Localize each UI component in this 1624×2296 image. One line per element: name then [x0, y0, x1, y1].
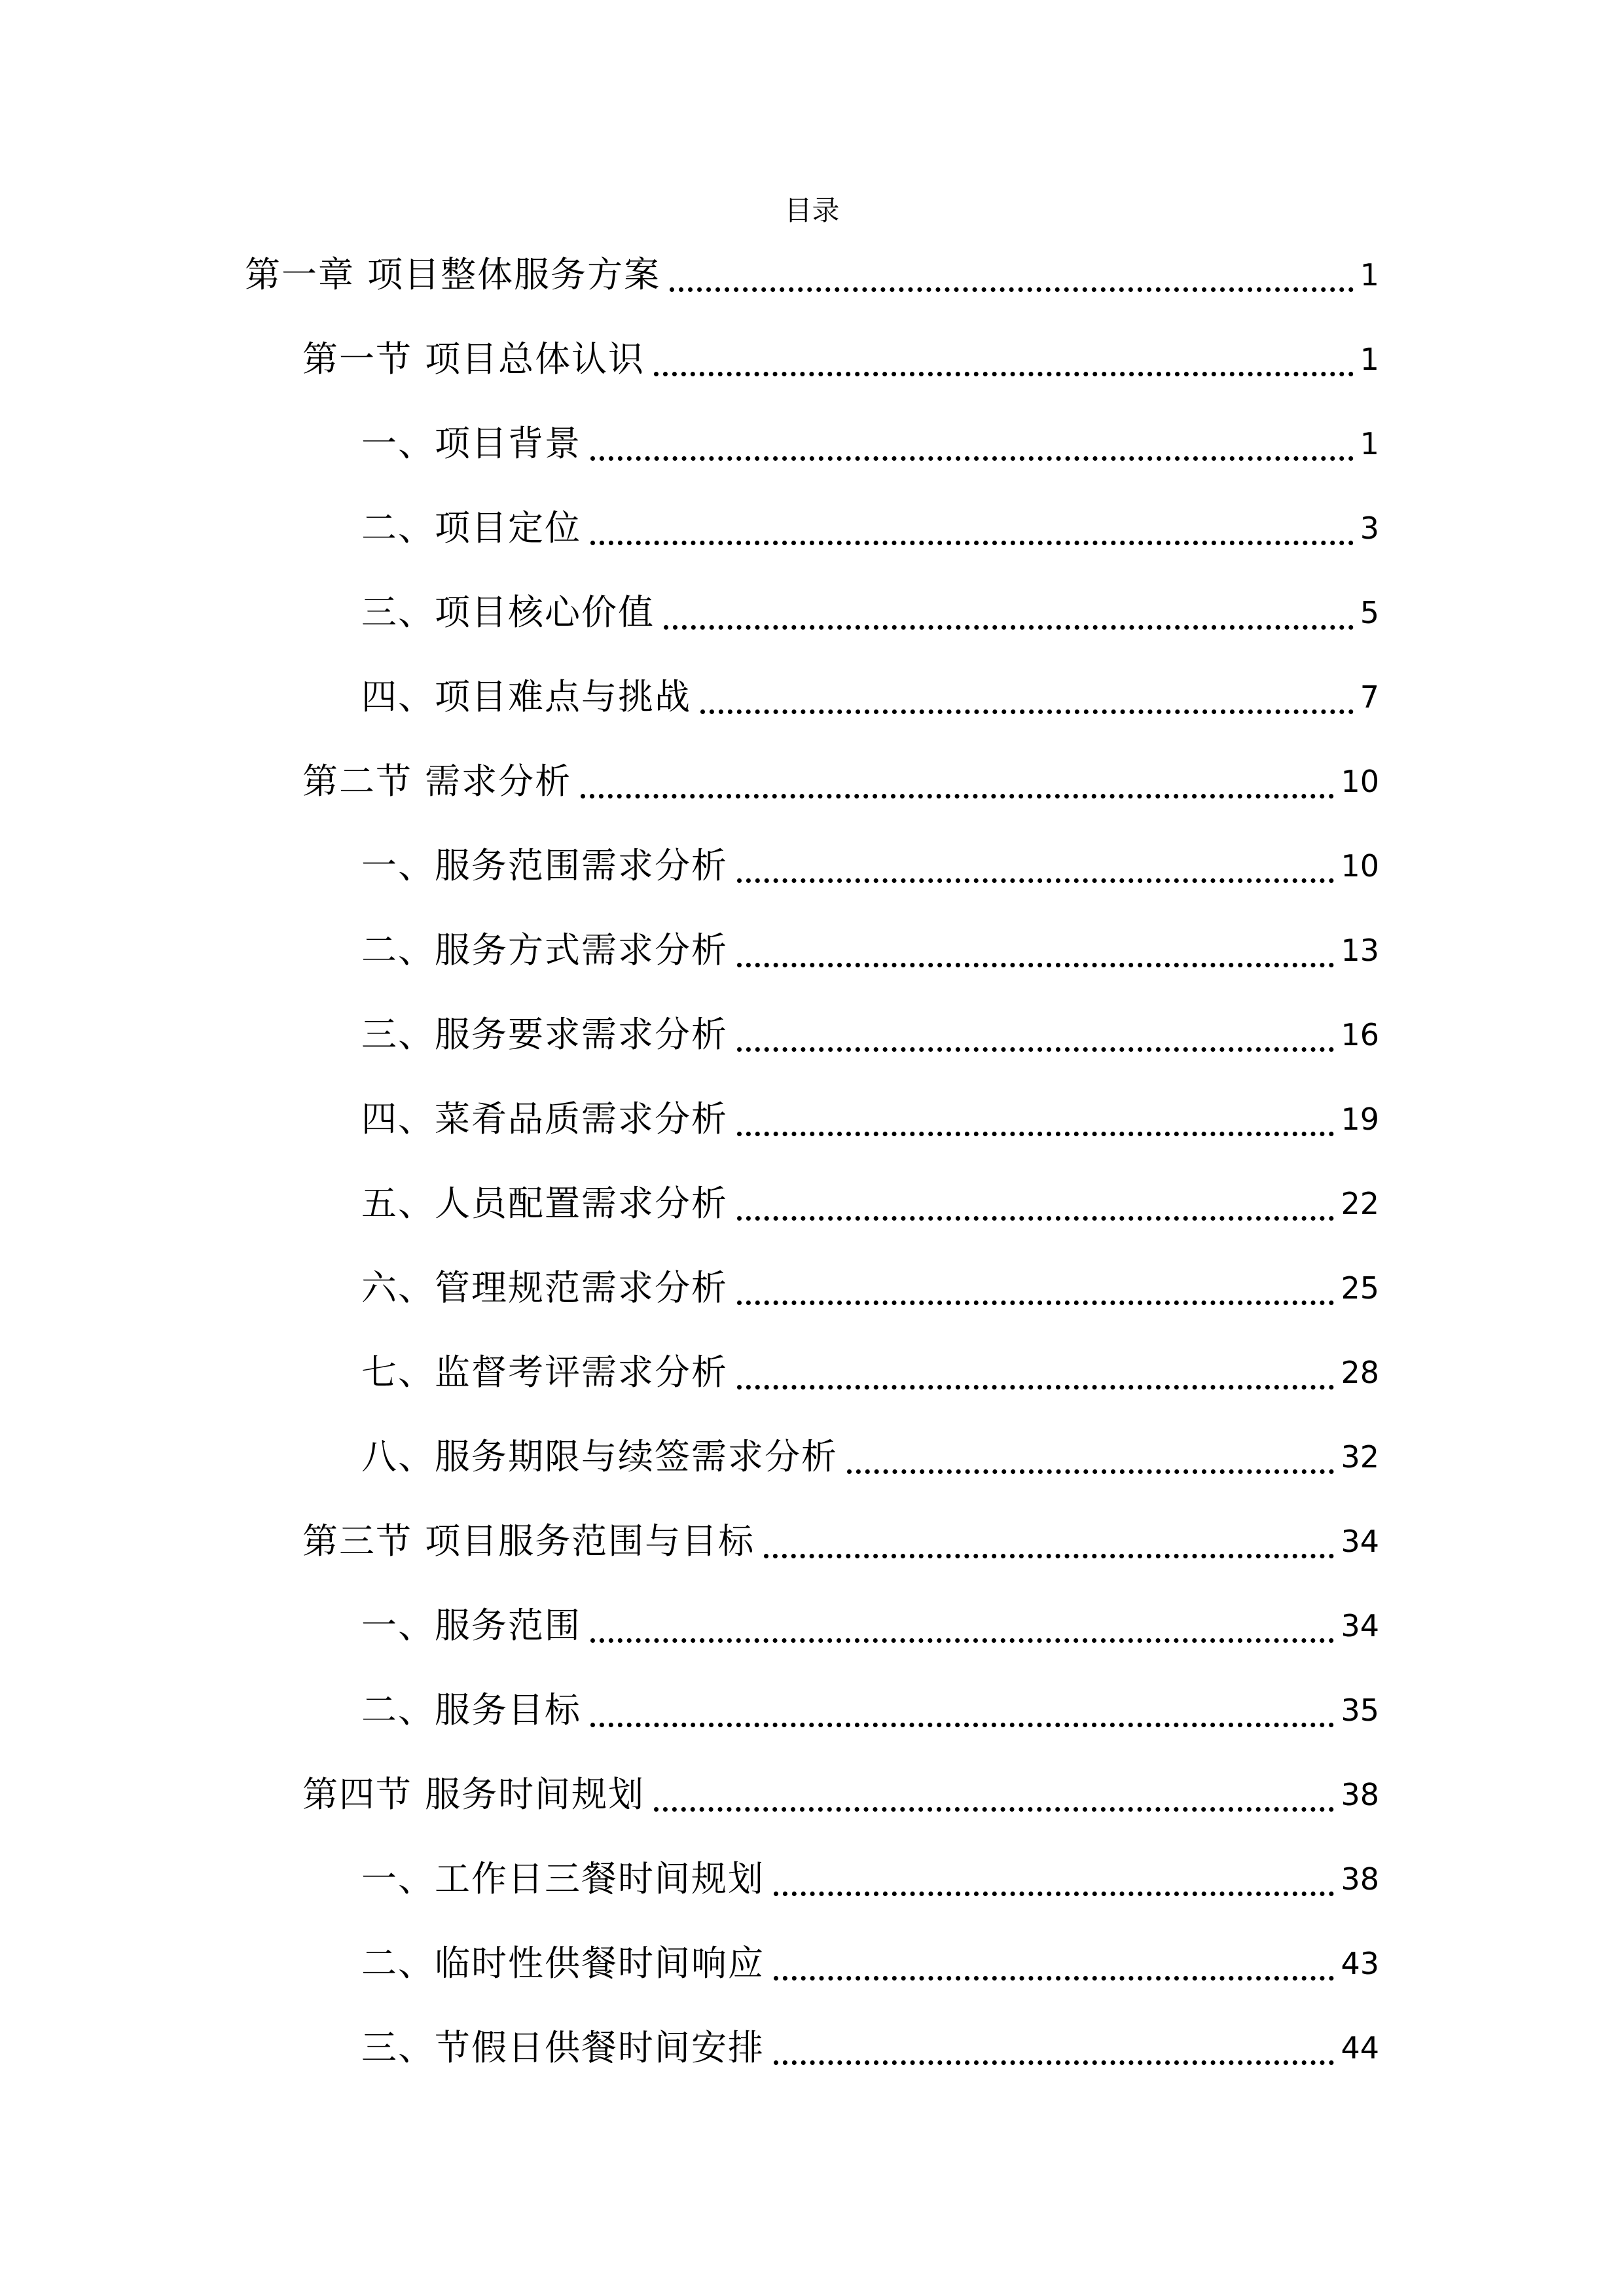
toc-entry-page: 10	[1341, 764, 1379, 799]
toc-entry-item[interactable]	[361, 418, 1379, 470]
dot-leader	[737, 963, 1334, 967]
toc-entry-item[interactable]	[361, 1262, 1379, 1314]
toc-entry-item[interactable]	[361, 1093, 1379, 1145]
dot-leader	[847, 1469, 1334, 1474]
toc-entry-item[interactable]	[361, 1177, 1379, 1230]
toc-entry-label: 第三节 项目服务范围与目标	[302, 1520, 755, 1562]
dot-leader	[664, 625, 1354, 630]
toc-entry-page: 43	[1341, 1946, 1379, 1981]
toc-entry-page: 13	[1341, 933, 1379, 968]
toc-entry-label: 一、服务范围需求分析	[361, 845, 728, 886]
toc-entry-label: 一、工作日三餐时间规划	[361, 1858, 765, 1899]
toc-entry-page: 34	[1341, 1608, 1379, 1643]
toc-entry-section-3[interactable]	[302, 1515, 1379, 1568]
toc-entry-section-1[interactable]	[302, 333, 1379, 386]
toc-entry-label: 四、项目难点与挑战	[361, 676, 691, 717]
dot-leader	[590, 1723, 1334, 1727]
toc-entry-page: 35	[1341, 1693, 1379, 1728]
toc-entry-label: 第一节 项目总体认识	[302, 338, 645, 380]
dot-leader	[737, 1216, 1334, 1221]
toc-entry-label: 第二节 需求分析	[302, 761, 572, 802]
toc-entry-page: 10	[1341, 848, 1379, 884]
toc-entry-label: 二、服务方式需求分析	[361, 929, 728, 971]
dot-leader	[737, 1385, 1334, 1390]
toc-entry-label: 八、服务期限与续签需求分析	[361, 1436, 838, 1477]
dot-leader	[774, 1892, 1334, 1896]
toc-entry-label: 二、项目定位	[361, 507, 581, 548]
toc-entry-label: 二、服务目标	[361, 1689, 581, 1731]
toc-entry-item[interactable]	[361, 1853, 1379, 1905]
toc-entry-page: 16	[1341, 1017, 1379, 1052]
toc-entry-label: 三、项目核心价值	[361, 592, 655, 633]
toc-entry-page: 22	[1341, 1186, 1379, 1221]
toc-entry-item[interactable]	[361, 1937, 1379, 1990]
dot-leader	[590, 541, 1354, 545]
toc-entry-page: 19	[1341, 1102, 1379, 1137]
toc-entry-item[interactable]	[361, 586, 1379, 639]
toc-entry-page: 5	[1360, 595, 1379, 630]
toc-entry-label: 四、菜肴品质需求分析	[361, 1098, 728, 1139]
dot-leader	[654, 1807, 1334, 1812]
toc-entry-page: 3	[1360, 511, 1379, 546]
toc-entry-item[interactable]	[361, 2022, 1379, 2074]
toc-entry-label: 一、项目背景	[361, 423, 581, 464]
page-title: 目录	[784, 194, 840, 226]
toc-entry-label: 第一章 项目整体服务方案	[245, 254, 661, 295]
toc-entry-chapter-1[interactable]	[245, 249, 1379, 301]
toc-entry-page: 1	[1360, 342, 1379, 377]
dot-leader	[700, 709, 1354, 714]
toc-entry-item[interactable]	[361, 924, 1379, 977]
toc-entry-section-4[interactable]	[302, 1768, 1379, 1821]
dot-leader	[774, 2060, 1334, 2065]
toc-entry-label: 三、服务要求需求分析	[361, 1014, 728, 1055]
toc-entry-label: 七、监督考评需求分析	[361, 1352, 728, 1393]
toc-entry-page: 38	[1341, 1861, 1379, 1897]
dot-leader	[581, 794, 1334, 798]
dot-leader	[590, 456, 1354, 461]
dot-leader	[737, 1300, 1334, 1305]
dot-leader	[737, 1132, 1334, 1136]
toc-entry-item[interactable]	[361, 1346, 1379, 1399]
dot-leader	[764, 1554, 1334, 1558]
toc-entry-item[interactable]	[361, 1009, 1379, 1061]
dot-leader	[774, 1976, 1334, 1981]
toc-entry-label: 三、节假日供餐时间安排	[361, 2027, 765, 2068]
toc-entry-label: 五、人员配置需求分析	[361, 1183, 728, 1224]
toc-entry-label: 第四节 服务时间规划	[302, 1774, 645, 1815]
toc-entry-page: 34	[1341, 1524, 1379, 1559]
dot-leader	[737, 878, 1334, 883]
toc-entry-item[interactable]	[361, 671, 1379, 723]
toc-entry-item[interactable]	[361, 840, 1379, 892]
toc-entry-item[interactable]	[361, 502, 1379, 554]
toc-entry-page: 1	[1360, 426, 1379, 461]
toc-entry-item[interactable]	[361, 1431, 1379, 1483]
toc-entry-section-2[interactable]	[302, 755, 1379, 808]
toc-entry-page: 25	[1341, 1270, 1379, 1306]
toc-entry-page: 1	[1360, 257, 1379, 293]
toc-entry-page: 7	[1360, 679, 1379, 715]
toc-entry-page: 32	[1341, 1439, 1379, 1475]
toc-entry-label: 一、服务范围	[361, 1605, 581, 1646]
toc-entry-page: 44	[1341, 2030, 1379, 2066]
toc-entry-item[interactable]	[361, 1684, 1379, 1736]
toc-entry-page: 38	[1341, 1777, 1379, 1812]
toc-entry-label: 六、管理规范需求分析	[361, 1267, 728, 1308]
toc-entry-label: 二、临时性供餐时间响应	[361, 1943, 765, 1984]
dot-leader	[590, 1638, 1334, 1643]
dot-leader	[670, 287, 1354, 292]
toc-entry-page: 28	[1341, 1355, 1379, 1390]
dot-leader	[737, 1047, 1334, 1052]
toc-entry-item[interactable]	[361, 1600, 1379, 1652]
dot-leader	[654, 372, 1354, 376]
